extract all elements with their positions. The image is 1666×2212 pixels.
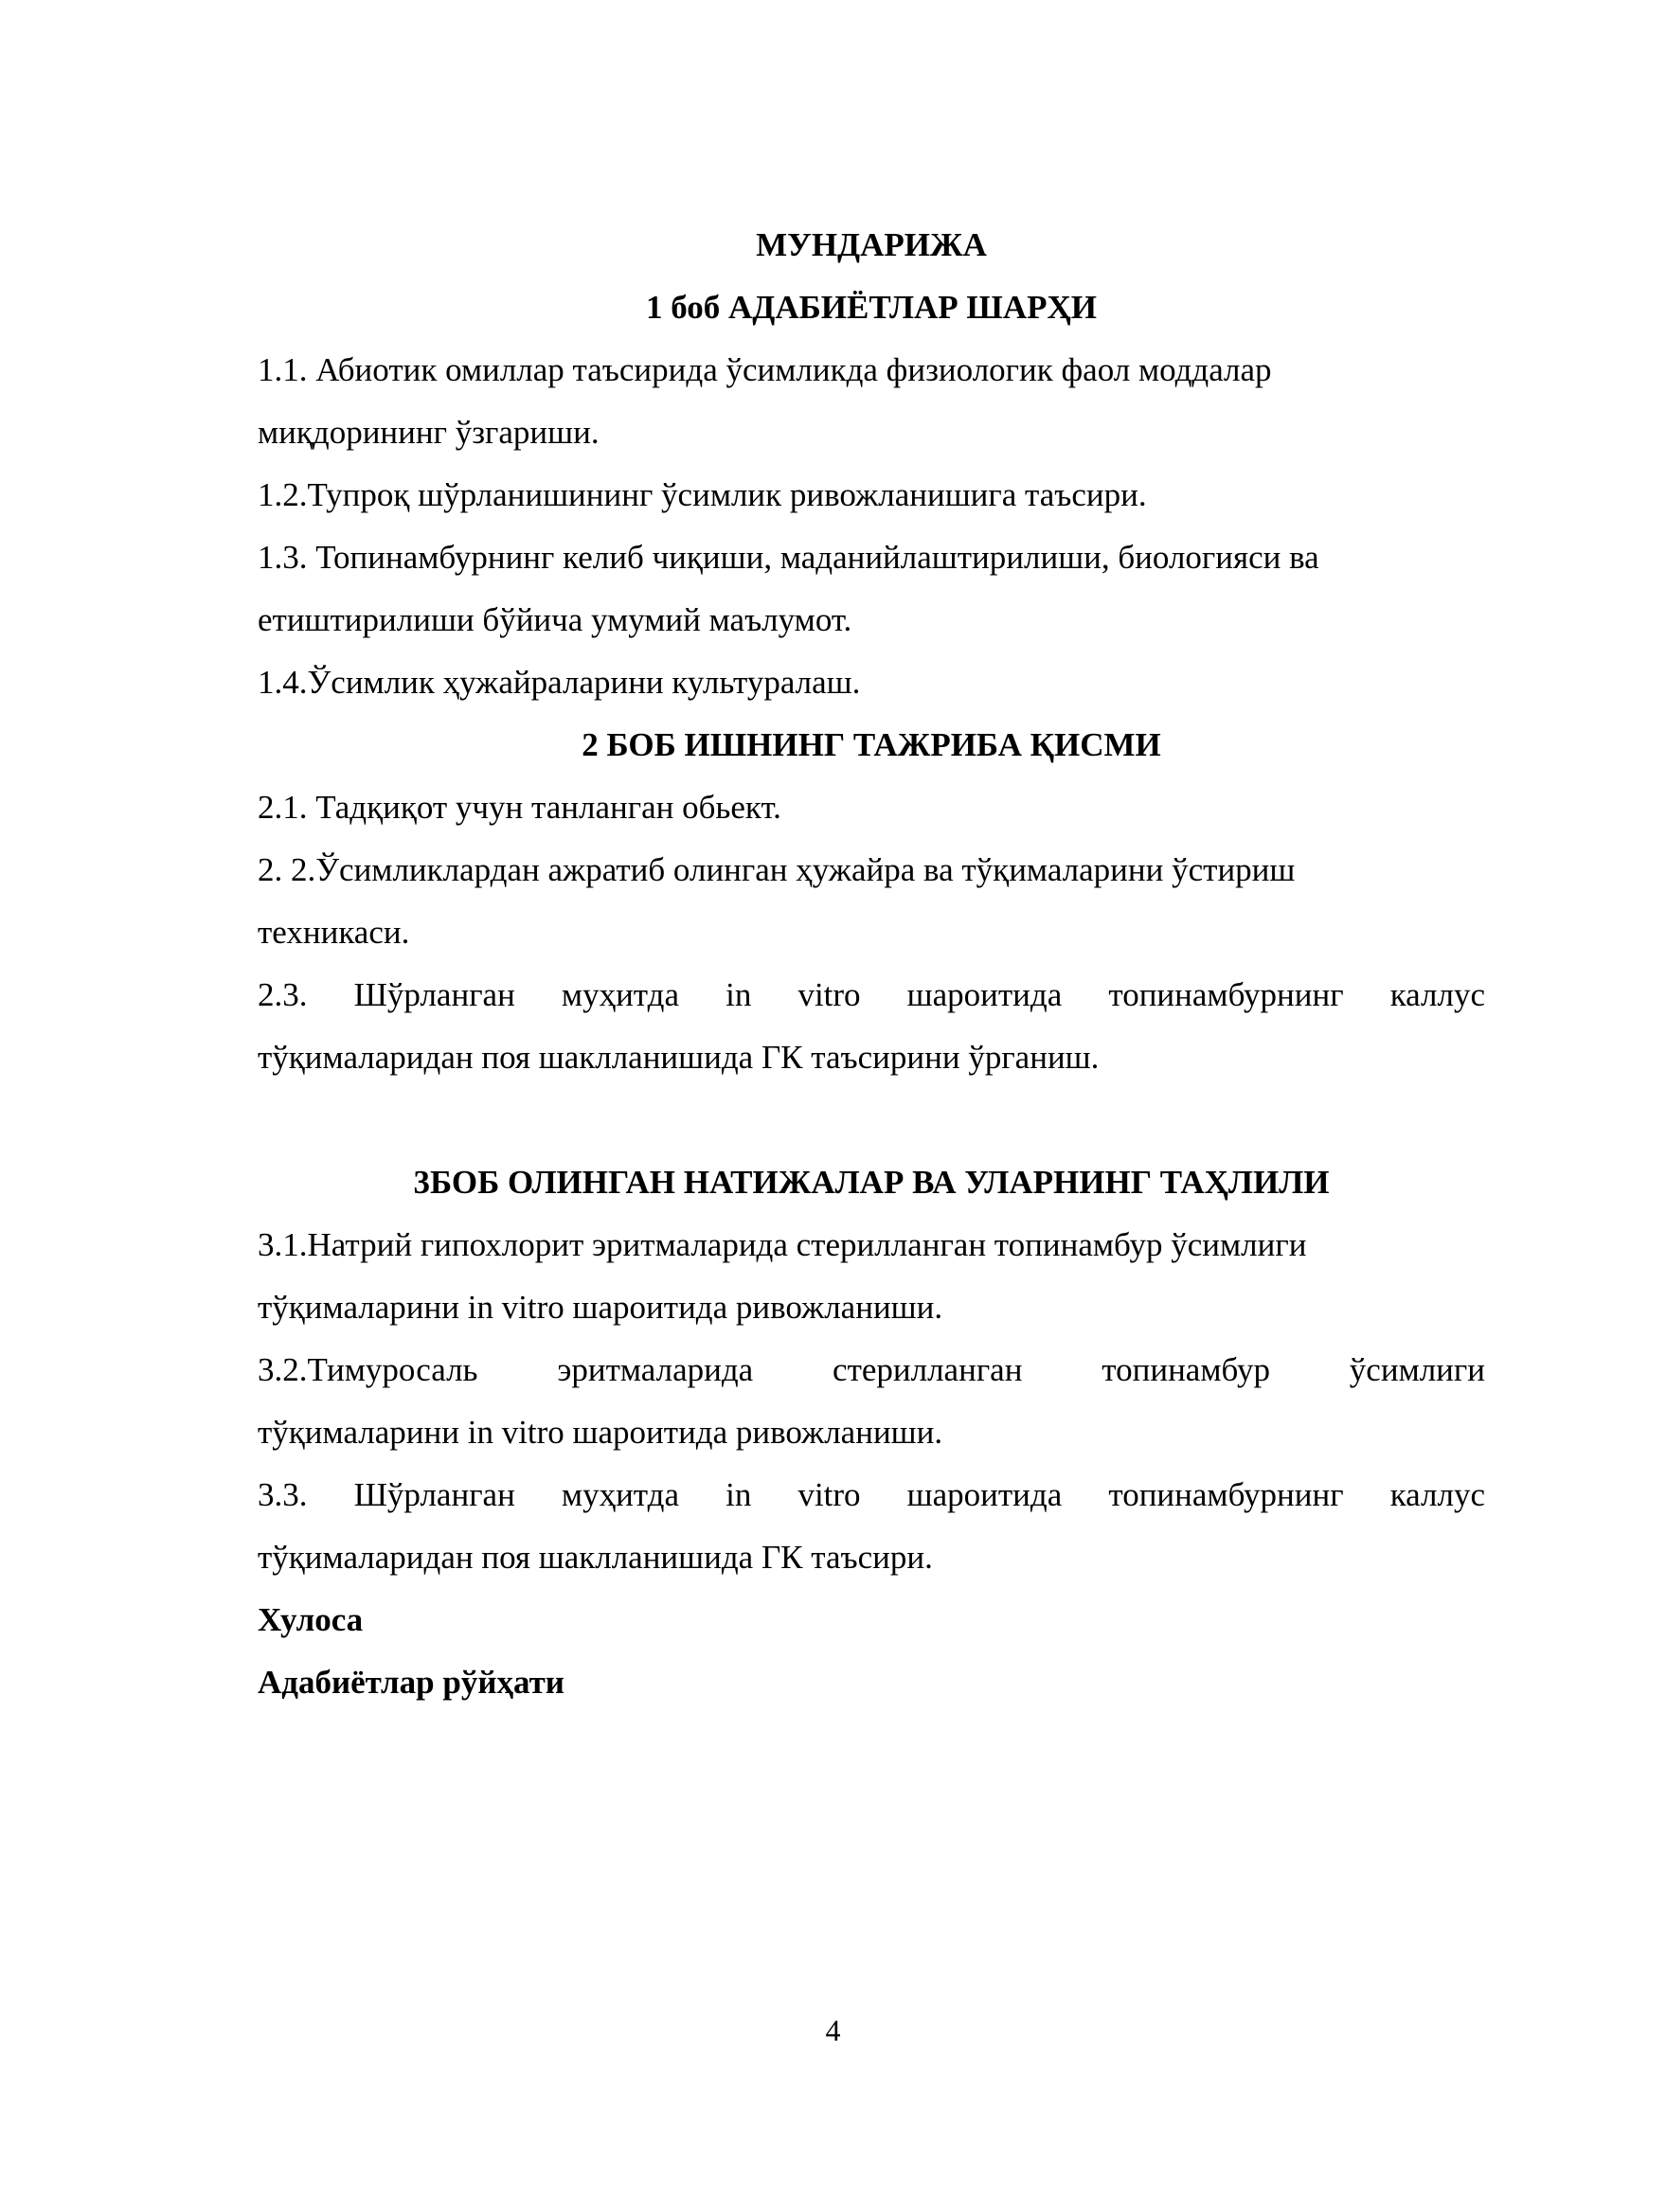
toc-item-2-3-line2: тўқималаридан поя шаклланишида ГК таъсирини ўрганиш. (258, 1039, 1100, 1076)
table-of-contents (258, 214, 1485, 1714)
page-number: 4 (825, 2013, 841, 2047)
chapter3-items (258, 1214, 1485, 1589)
toc-item-3-2-line1: 3.2.Тимуросаль эритмаларида стерилланган топинамбур ўсимлиги (258, 1351, 1485, 1388)
toc-references: Адабиётлар рўйҳати (258, 1664, 564, 1701)
toc-item-2-2-line1: 2. 2.Ўсимликлардан ажратиб олинган ҳужайра ва тўқималарини ўстириш (258, 851, 1296, 888)
toc-item-2-2-line2: техникаси. (258, 914, 410, 951)
toc-item-3-1-line2: тўқималарини in vitro шароитида ривожланиши. (258, 1289, 943, 1326)
toc-item-1-4: 1.4.Ўсимлик ҳужайраларини культуралаш. (258, 664, 861, 701)
toc-item-2-3-line1: 2.3. Шўрланган муҳитда in vitro шароитида топинамбурнинг каллус (258, 976, 1485, 1013)
toc-item-3-3-line2: тўқималаридан поя шаклланишида ГК таъсири. (258, 1539, 933, 1576)
chapter2-items (258, 776, 1485, 1089)
chapter2-heading: 2 БОБ ИШНИНГ ТАЖРИБА ҚИСМИ (582, 726, 1161, 763)
chapter3-heading: 3БОБ ОЛИНГАН НАТИЖАЛАР ВА УЛАРНИНГ ТАҲЛИЛИ (413, 1164, 1330, 1201)
toc-item-1-1-line2: миқдорининг ўзгариши. (258, 414, 600, 451)
toc-item-1-3-line1: 1.3. Топинамбурнинг келиб чиқиши, маданийлаштирилиши, биологияси ва (258, 539, 1319, 576)
toc-item-1-3-line2: етиштирилиши бўйича умумий маълумот. (258, 601, 852, 638)
spacer (258, 1089, 1485, 1151)
toc-item-1-2: 1.2.Тупроқ шўрланишининг ўсимлик ривожланишига таъсири. (258, 476, 1147, 513)
toc-title: МУНДАРИЖА (756, 226, 987, 263)
chapter1-heading: 1 боб АДАБИЁТЛАР ШАРҲИ (645, 289, 1098, 326)
toc-conclusion: Хулоса (258, 1601, 364, 1638)
chapter1-items (258, 339, 1485, 714)
toc-item-3-1-line1: 3.1.Натрий гипохлорит эритмаларида стерилланган топинамбур ўсимлиги (258, 1226, 1307, 1263)
toc-item-3-2-line2: тўқималарини in vitro шароитида ривожланиши. (258, 1414, 943, 1451)
toc-item-1-1-line1: 1.1. Абиотик омиллар таъсирида ўсимликда физиологик фаол моддалар (258, 351, 1272, 388)
toc-item-2-1: 2.1. Тадқиқот учун танланган обьект. (258, 789, 781, 826)
toc-item-3-3-line1: 3.3. Шўрланган муҳитда in vitro шароитида топинамбурнинг каллус (258, 1476, 1485, 1513)
